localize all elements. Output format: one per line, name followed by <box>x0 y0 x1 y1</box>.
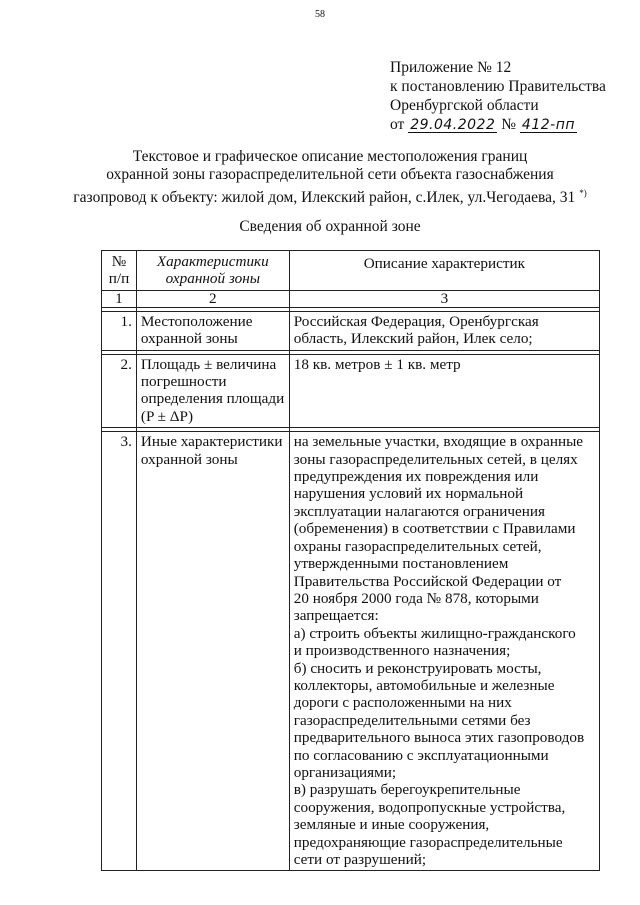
row-description <box>289 354 599 428</box>
row-characteristic <box>136 311 289 350</box>
from-label: от <box>390 116 405 133</box>
column-index-3: 3 <box>289 290 599 307</box>
description-line: утвержденными постановлением <box>293 555 509 573</box>
description-line: предупреждения их повреждения или <box>293 468 539 486</box>
header-characteristics-line-2: охранной зоны <box>165 270 261 288</box>
description-line: а) строить объекты жилищно-гражданского <box>293 624 576 642</box>
table-header-row <box>102 251 600 291</box>
section-subtitle: Сведения об охранной зоне <box>239 218 421 235</box>
document-title <box>60 148 600 207</box>
description-line: земляные и иные сооружения, <box>293 816 490 834</box>
column-index-row <box>102 290 600 307</box>
appendix-date-line <box>390 115 606 134</box>
description-line: область, Илекский район, Илек село; <box>293 330 533 348</box>
appendix-region-line: Оренбургской области <box>390 97 539 114</box>
footnote-mark: *) <box>579 188 587 198</box>
page-number: 58 <box>315 9 325 20</box>
title-line-3 <box>60 184 600 207</box>
row-number: 3. <box>102 432 137 871</box>
row-description <box>289 432 599 871</box>
description-line: охраны газораспределительных сетей, <box>293 537 542 555</box>
description-line: эксплуатации налагаются ограничения <box>293 502 546 520</box>
characteristic-line: (P ± ΔP) <box>140 407 194 425</box>
table-row <box>102 311 600 350</box>
row-number: 2. <box>102 354 137 428</box>
description-line: б) сносить и реконструировать мосты, <box>293 659 542 677</box>
description-line: по согласованию с эксплуатационными <box>293 746 549 764</box>
handwritten-date: 29.04.2022 <box>410 117 496 133</box>
description-line: (обременения) в соответствии с Правилами <box>293 520 576 538</box>
characteristic-line: охранной зоны <box>140 330 238 348</box>
description-line: 18 кв. метров ± 1 кв. метр <box>293 355 461 373</box>
header-number-line-1: № <box>111 253 127 270</box>
description-line: коллекторы, автомобильные и железные <box>293 676 555 694</box>
header-number-line-2: п/п <box>108 270 130 288</box>
header-number <box>102 251 137 291</box>
description-line: дороги с расположенными на них <box>293 694 512 712</box>
appendix-title: Приложение № 12 <box>390 59 512 76</box>
table-row <box>102 354 600 428</box>
header-characteristics <box>136 251 289 291</box>
description-line: 20 ноября 2000 года № 878, которыми <box>293 589 539 607</box>
characteristic-line: Площадь ± величина <box>140 355 277 373</box>
description-line: и производственного назначения; <box>293 642 511 660</box>
description-line: Российская Федерация, Оренбургская <box>293 312 539 330</box>
characteristic-line: Местоположение <box>140 312 253 330</box>
characteristic-line: Иные характеристики <box>140 433 283 451</box>
characteristic-line: погрешности <box>140 373 227 391</box>
description-line: в) разрушать берегоукрепительные <box>293 781 521 799</box>
title-line-1: Текстовое и графическое описание местоположения границ <box>132 148 528 165</box>
row-description <box>289 311 599 350</box>
description-line: предохраняющие газораспределительные <box>293 833 563 851</box>
description-line: сети от разрушений; <box>293 851 427 868</box>
characteristic-line: определения площади <box>140 390 285 408</box>
row-number: 1. <box>102 311 137 350</box>
characteristic-line: охранной зоны <box>140 450 238 468</box>
description-line: предварительного выноса этих газопроводов <box>293 729 585 747</box>
column-index-2: 2 <box>136 290 289 307</box>
handwritten-number: 412-пп <box>521 117 576 133</box>
title-line-3-text: газопровод к объекту: жилой дом, Илекский район, с.Илек, ул.Чегодаева, 31 <box>73 189 576 207</box>
table-row <box>102 432 600 871</box>
header-characteristics-line-1: Характеристики <box>156 253 269 270</box>
title-line-2: охранной зоны газораспределительной сети объекта газоснабжения <box>106 166 554 183</box>
header-description: Описание характеристик <box>289 251 599 291</box>
description-line: зоны газораспределительных сетей, в целях <box>293 450 578 468</box>
row-characteristic <box>136 432 289 871</box>
description-line: газораспределительными сетями без <box>293 711 531 729</box>
number-label: № <box>501 116 517 133</box>
appendix-decree-line: к постановлению Правительства <box>390 78 606 95</box>
description-line: Правительства Российской Федерации от <box>293 572 562 590</box>
description-line: запрещается: <box>293 607 379 625</box>
appendix-block <box>390 58 606 134</box>
description-line: на земельные участки, входящие в охранные <box>293 433 584 451</box>
description-line: организациями; <box>293 763 397 781</box>
protection-zone-table <box>101 250 600 871</box>
column-index-1: 1 <box>102 290 137 307</box>
description-line: нарушения условий их нормальной <box>293 485 524 503</box>
description-line: сооружения, водопропускные устройства, <box>293 798 566 816</box>
row-characteristic <box>136 354 289 428</box>
